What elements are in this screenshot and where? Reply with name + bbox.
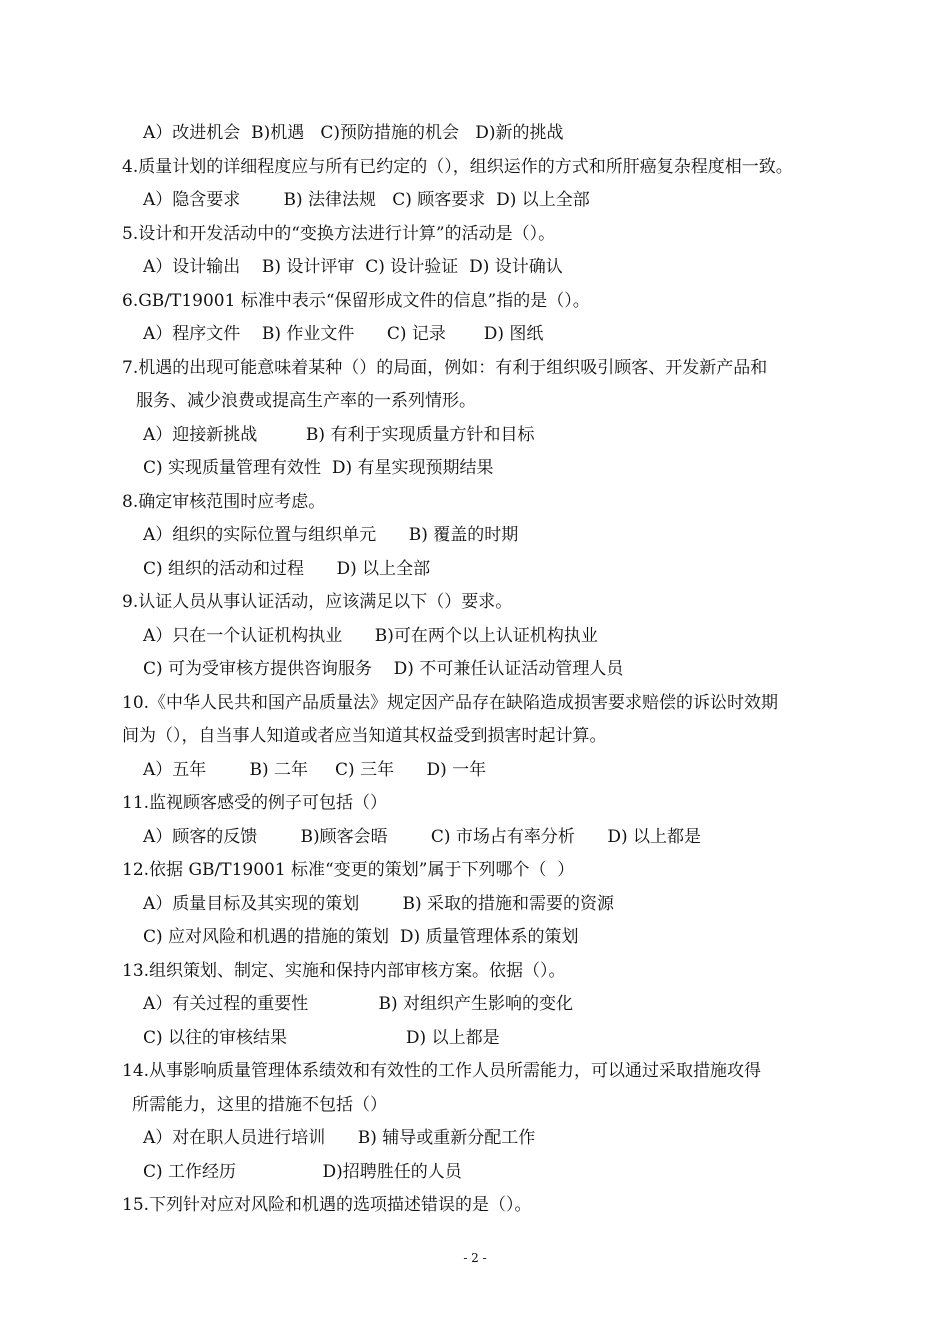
text-line: 间为（），自当事人知道或者应当知道其权益受到损害时起计算。 — [122, 726, 607, 746]
text-line: C) 以往的审核结果 D) 以上都是 — [143, 1028, 500, 1048]
text-line: 服务、减少浪费或提高生产率的一系列情形。 — [136, 391, 476, 411]
text-line: 7.机遇的出现可能意味着某种（）的局面，例如：有利于组织吸引顾客、开发新产品和 — [122, 358, 768, 378]
text-line: 8.确定审核范围时应考虑。 — [122, 492, 326, 512]
text-line: 4.质量计划的详细程度应与所有已约定的（），组织运作的方式和所肝癌复杂程度相一致。 — [122, 157, 793, 177]
text-line: A）设计输出 B) 设计评审 C) 设计验证 D) 设计确认 — [143, 257, 563, 277]
text-line: 15.下列针对应对风险和机遇的选项描述错误的是（）。 — [122, 1195, 532, 1215]
text-line: A）顾客的反馈 B)顾客会晤 C) 市场占有率分析 D) 以上都是 — [143, 827, 701, 847]
text-line: A）程序文件 B) 作业文件 C) 记录 D) 图纸 — [143, 324, 544, 344]
text-line: A）对在职人员进行培训 B) 辅导或重新分配工作 — [143, 1128, 536, 1148]
text-line: A）迎接新挑战 B) 有利于实现质量方针和目标 — [143, 425, 535, 445]
text-line: 14.从事影响质量管理体系绩效和有效性的工作人员所需能力，可以通过采取措施攻得 — [122, 1061, 762, 1081]
text-line: 13.组织策划、制定、实施和保持内部审核方案。依据（）。 — [122, 961, 566, 981]
text-line: C) 实现质量管理有效性 D) 有星实现预期结果 — [143, 458, 494, 478]
text-line: C) 应对风险和机遇的措施的策划 D) 质量管理体系的策划 — [143, 927, 579, 947]
text-line: A）只在一个认证机构执业 B)可在两个以上认证机构执业 — [143, 626, 598, 646]
text-line: A）五年 B) 二年 C) 三年 D) 一年 — [143, 760, 487, 780]
page-number: - 2 - — [463, 1251, 487, 1265]
text-line: C) 工作经历 D)招聘胜任的人员 — [143, 1162, 462, 1182]
text-line: 10.《中华人民共和国产品质量法》规定因产品存在缺陷造成损害要求赔偿的诉讼时效期 — [122, 693, 779, 713]
text-line: 5.设计和开发活动中的“变换方法进行计算”的活动是（）。 — [122, 224, 556, 244]
text-line: A）质量目标及其实现的策划 B) 采取的措施和需要的资源 — [143, 894, 615, 914]
text-line: C) 组织的活动和过程 D) 以上全部 — [143, 559, 431, 579]
text-line: A）组织的实际位置与组织单元 B) 覆盖的时期 — [143, 525, 519, 545]
text-line: 12.依据 GB/T19001 标准“变更的策划”属于下列哪个（ ） — [122, 860, 575, 880]
text-line: 9.认证人员从事认证活动，应该满足以下（）要求。 — [122, 592, 513, 612]
text-line: 所需能力，这里的措施不包括（） — [132, 1095, 387, 1115]
text-line: A）隐含要求 B) 法律法规 C) 顾客要求 D) 以上全部 — [143, 190, 590, 210]
text-line: A）改进机会 B)机遇 C)预防措施的机会 D)新的挑战 — [143, 123, 564, 143]
text-line: 11.监视顾客感受的例子可包括（） — [122, 793, 388, 813]
text-line: C) 可为受审核方提供咨询服务 D) 不可兼任认证活动管理人员 — [143, 659, 624, 679]
text-line: 6.GB/T19001 标准中表示“保留形成文件的信息”指的是（）。 — [122, 291, 590, 311]
text-line: A）有关过程的重要性 B) 对组织产生影响的变化 — [143, 994, 574, 1014]
